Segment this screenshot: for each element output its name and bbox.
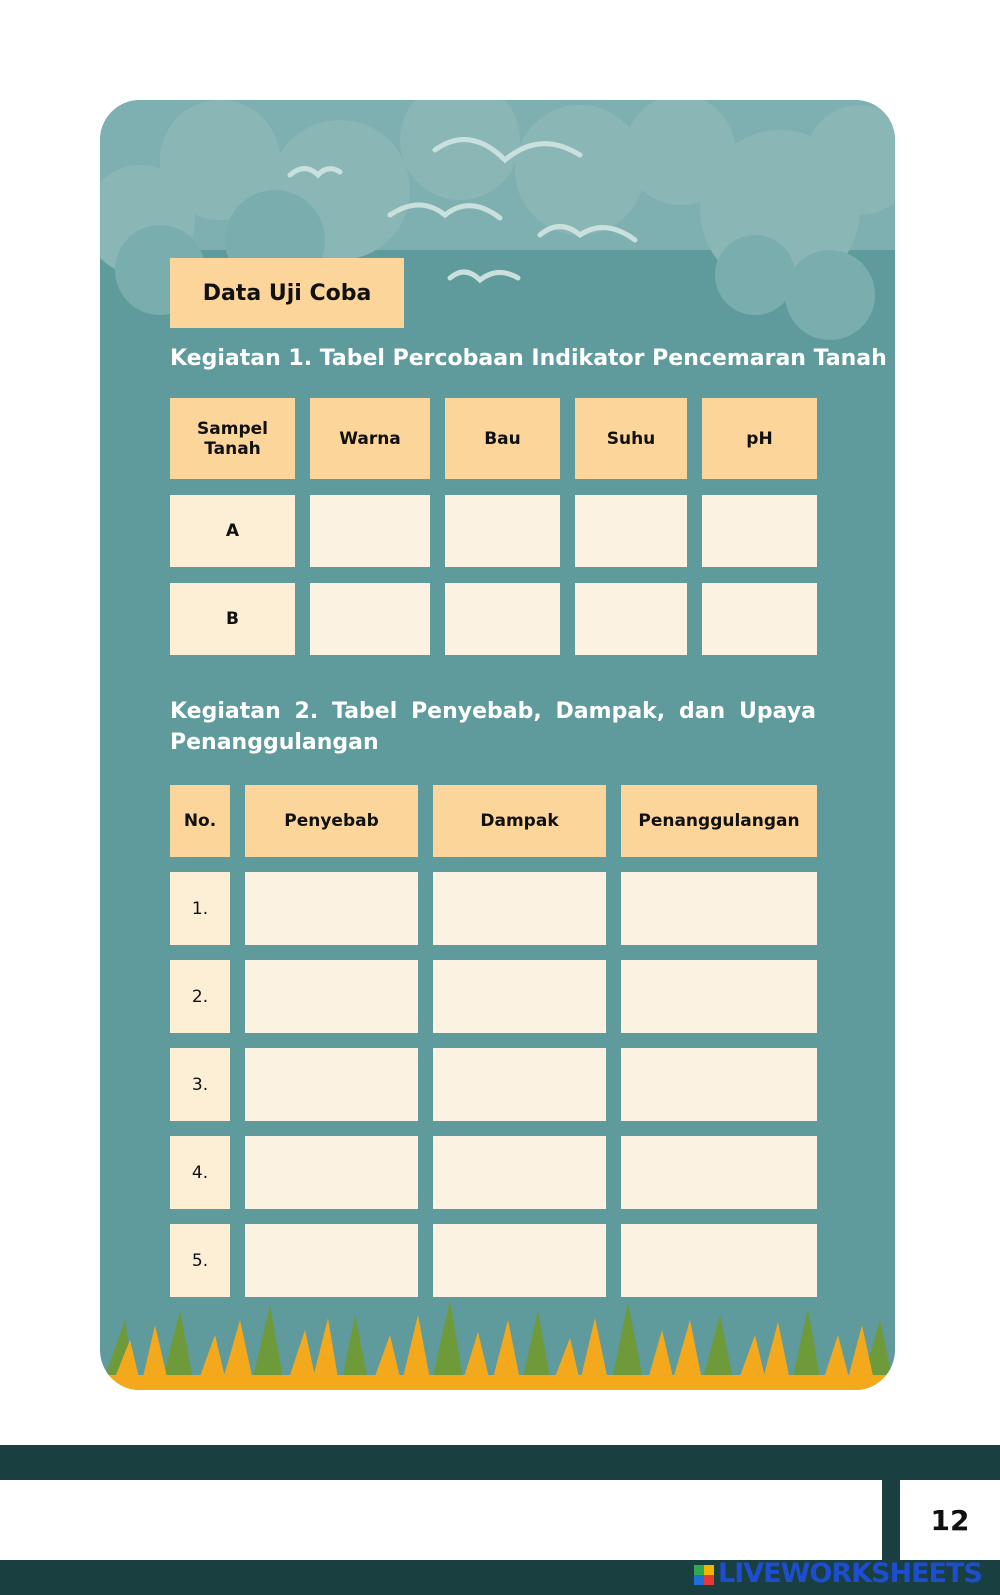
table1-cell-ph-a[interactable]: [702, 495, 817, 567]
grass-decoration: [100, 1280, 895, 1390]
footer-bar-top: [0, 1445, 1000, 1480]
table2-header-no: No.: [170, 785, 230, 857]
table2-cell-impact-4[interactable]: [433, 1136, 606, 1209]
table2-header-impact: Dampak: [433, 785, 606, 857]
table1-cell-ph-b[interactable]: [702, 583, 817, 655]
table1-header-sample: Sampel Tanah: [170, 398, 295, 479]
table2-header-mitigation: Penanggulangan: [621, 785, 817, 857]
activity1-title: Kegiatan 1. Tabel Percobaan Indikator Pencemaran Tanah: [170, 346, 887, 371]
table1-cell-color-b[interactable]: [310, 583, 430, 655]
table1-row-label: A: [170, 495, 295, 567]
table1-cell-smell-b[interactable]: [445, 583, 560, 655]
table2-row-number: 5.: [170, 1224, 230, 1297]
footer-strip: [0, 1480, 882, 1560]
table2-row-number: 1.: [170, 872, 230, 945]
table2-header-cause: Penyebab: [245, 785, 418, 857]
data-trial-title: Data Uji Coba: [170, 258, 404, 328]
table1-cell-color-a[interactable]: [310, 495, 430, 567]
table2-cell-mitigation-4[interactable]: [621, 1136, 817, 1209]
table2-cell-mitigation-1[interactable]: [621, 872, 817, 945]
footer-separator: [882, 1480, 900, 1560]
table1-cell-temperature-a[interactable]: [575, 495, 687, 567]
activity2-title: Kegiatan 2. Tabel Penyebab, Dampak, dan Upaya Penanggulangan: [170, 699, 816, 755]
table1-header-color: Warna: [310, 398, 430, 479]
table1-header-ph: pH: [702, 398, 817, 479]
table1-header-smell: Bau: [445, 398, 560, 479]
table2-cell-cause-2[interactable]: [245, 960, 418, 1033]
table1-row-label: B: [170, 583, 295, 655]
table2-cell-mitigation-2[interactable]: [621, 960, 817, 1033]
worksheet-card: [100, 100, 895, 1390]
table2-cell-impact-2[interactable]: [433, 960, 606, 1033]
page-number: 12: [900, 1480, 1000, 1560]
table2-cell-cause-4[interactable]: [245, 1136, 418, 1209]
table2-row-number: 2.: [170, 960, 230, 1033]
table2-cell-cause-3[interactable]: [245, 1048, 418, 1121]
table1-cell-smell-a[interactable]: [445, 495, 560, 567]
table2-cell-mitigation-3[interactable]: [621, 1048, 817, 1121]
table2-row-number: 3.: [170, 1048, 230, 1121]
table2-cell-impact-3[interactable]: [433, 1048, 606, 1121]
table1-header-temperature: Suhu: [575, 398, 687, 479]
table2-row-number: 4.: [170, 1136, 230, 1209]
table2-cell-cause-1[interactable]: [245, 872, 418, 945]
watermark-text: LIVEWORKSHEETS: [718, 1558, 982, 1589]
table2-cell-impact-1[interactable]: [433, 872, 606, 945]
table1-cell-temperature-b[interactable]: [575, 583, 687, 655]
